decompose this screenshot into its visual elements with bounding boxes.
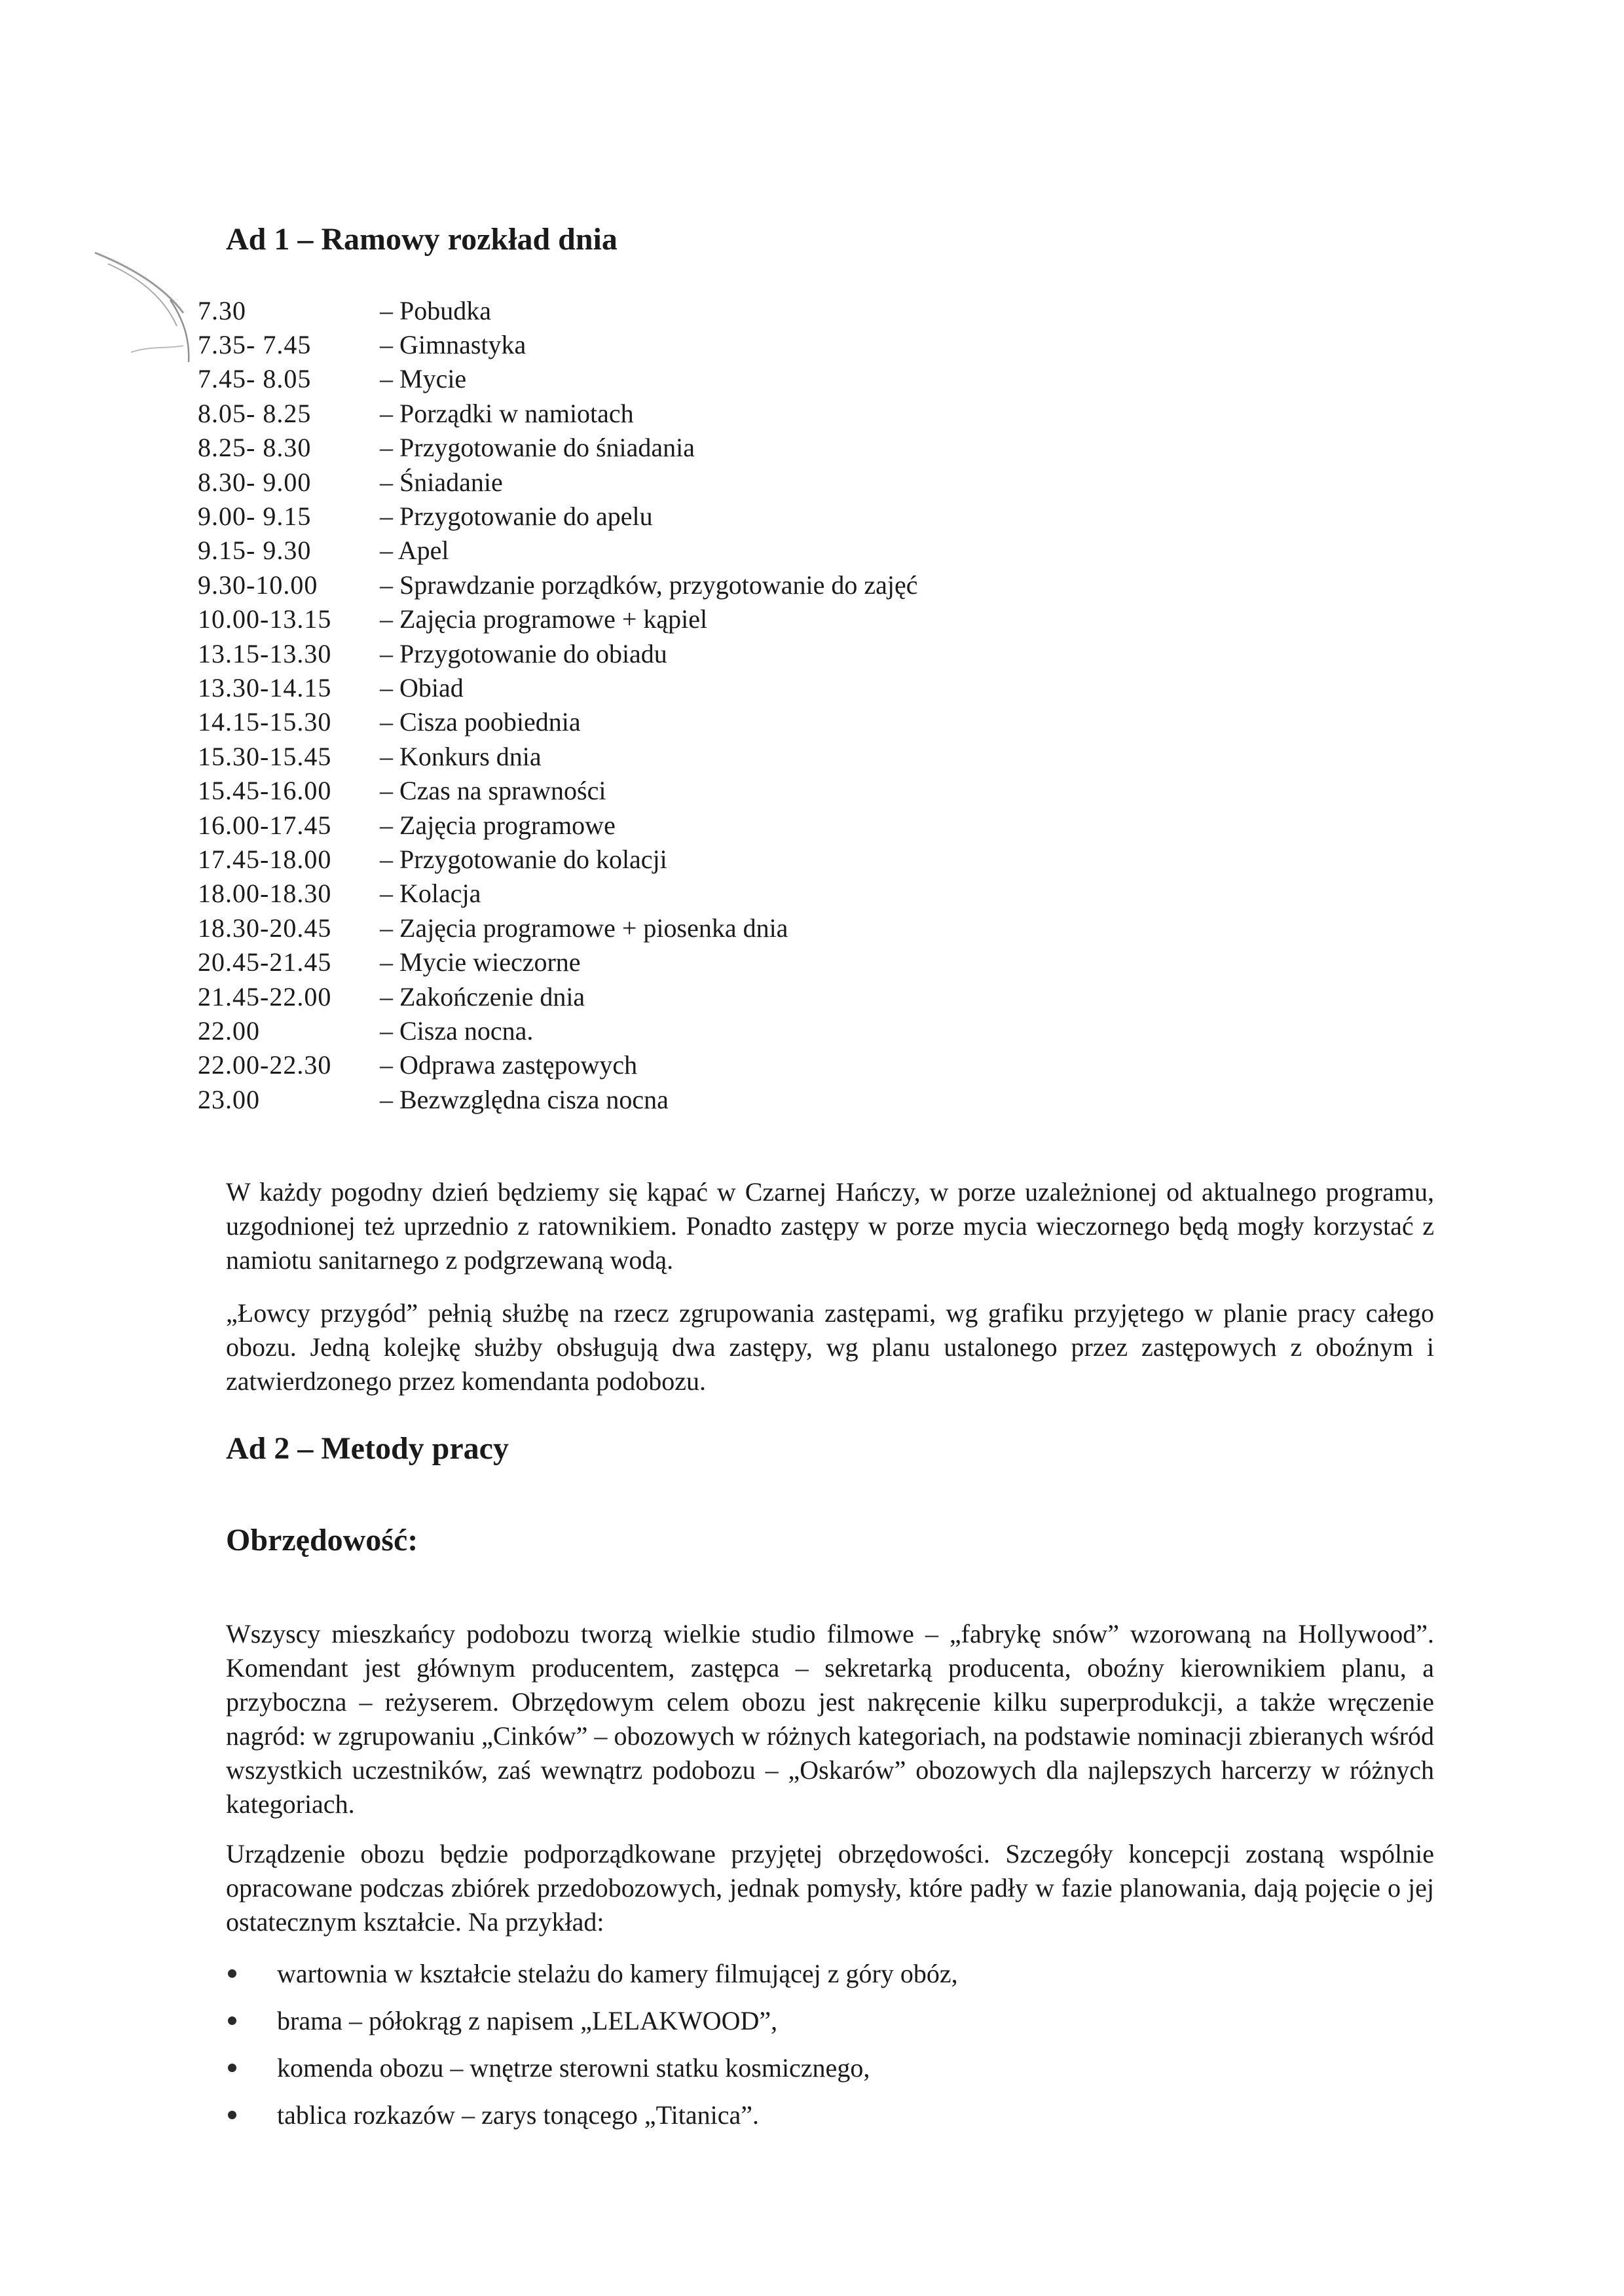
schedule-activity: – Obiad (380, 672, 464, 702)
schedule-activity: – Przygotowanie do kolacji (380, 844, 667, 874)
schedule-time: 7.30 (198, 295, 246, 325)
schedule-row (198, 636, 1115, 670)
bullet-icon (228, 2111, 236, 2119)
list-item (226, 2044, 1405, 2091)
schedule-row (198, 327, 1115, 361)
schedule-row (198, 362, 1115, 396)
schedule-row (198, 293, 1115, 327)
list-item-text: komenda obozu – wnętrze sterowni statku kosmicznego, (277, 2052, 870, 2083)
schedule-row (198, 1048, 1115, 1082)
schedule-activity: – Sprawdzanie porządków, przygotowanie do zajęć (380, 570, 918, 600)
schedule-row (198, 842, 1115, 876)
schedule-activity: – Zakończenie dnia (380, 981, 585, 1011)
ceremony-heading: Obrzędowość: (226, 1523, 418, 1558)
schedule-time: 13.30-14.15 (198, 672, 332, 702)
schedule-row (198, 705, 1115, 739)
schedule-activity: – Przygotowanie do apelu (380, 501, 653, 532)
list-item (226, 1950, 1405, 1997)
methods-heading: Ad 2 – Metody pracy (226, 1431, 509, 1466)
schedule-activity: – Przygotowanie do obiadu (380, 638, 667, 668)
schedule-activity: – Zajęcia programowe + piosenka dnia (380, 913, 788, 943)
service-paragraph: „Łowcy przygód” pełnią służbę na rzecz zgrupowania zastępami, wg grafiku przyjętego w planie pracy całego obozu. Jedną kolejkę służby obsługują dwa zastępy, wg planu ustalonego przez zastępowych z oboźnym i zatwierdzonego przez komendanta podobozu. (226, 1298, 1434, 1396)
daily-schedule (198, 293, 1115, 1116)
list-item-text: brama – półokrąg z napisem „LELAKWOOD”, (277, 2005, 778, 2035)
schedule-time: 8.30- 9.00 (198, 467, 312, 497)
schedule-time: 10.00-13.15 (198, 604, 332, 634)
schedule-row (198, 773, 1115, 807)
schedule-row (198, 945, 1115, 979)
schedule-activity: – Mycie (380, 364, 467, 394)
schedule-heading: Ad 1 – Ramowy rozkład dnia (226, 222, 618, 257)
schedule-activity: – Cisza nocna. (380, 1015, 534, 1046)
schedule-row (198, 396, 1115, 430)
schedule-time: 9.00- 9.15 (198, 501, 312, 532)
schedule-activity: – Porządki w namiotach (380, 398, 634, 428)
schedule-time: 17.45-18.00 (198, 844, 332, 874)
schedule-time: 7.35- 7.45 (198, 330, 312, 360)
schedule-activity: – Apel (380, 536, 449, 566)
camp-ideas-list (226, 1950, 1405, 2138)
schedule-time: 18.00-18.30 (198, 879, 332, 909)
schedule-activity: – Pobudka (380, 295, 491, 325)
schedule-activity: – Mycie wieczorne (380, 947, 581, 977)
schedule-row (198, 808, 1115, 842)
schedule-time: 20.45-21.45 (198, 947, 332, 977)
schedule-row (198, 568, 1115, 602)
schedule-row (198, 1082, 1115, 1116)
schedule-row (198, 877, 1115, 911)
schedule-time: 8.25- 8.30 (198, 433, 312, 463)
schedule-activity: – Cisza poobiednia (380, 707, 581, 737)
schedule-activity: – Zajęcia programowe + kąpiel (380, 604, 708, 634)
schedule-activity: – Przygotowanie do śniadania (380, 433, 695, 463)
schedule-row (198, 1013, 1115, 1048)
schedule-time: 9.30-10.00 (198, 570, 318, 600)
schedule-time: 7.45- 8.05 (198, 364, 312, 394)
schedule-activity: – Bezwzględna cisza nocna (380, 1084, 669, 1114)
schedule-time: 15.30-15.45 (198, 741, 332, 771)
schedule-time: 13.15-13.30 (198, 638, 332, 668)
schedule-time: 21.45-22.00 (198, 981, 332, 1011)
schedule-time: 8.05- 8.25 (198, 398, 312, 428)
schedule-time: 22.00-22.30 (198, 1050, 332, 1080)
schedule-row (198, 431, 1115, 465)
schedule-time: 14.15-15.30 (198, 707, 332, 737)
pencil-mark (92, 241, 203, 372)
schedule-activity: – Zajęcia programowe (380, 810, 616, 840)
schedule-row (198, 465, 1115, 499)
schedule-activity: – Gimnastyka (380, 330, 526, 360)
schedule-activity: – Konkurs dnia (380, 741, 542, 771)
camp-setup-paragraph: Urządzenie obozu będzie podporządkowane przyjętej obrzędowości. Szczegóły koncepcji zostaną wspólnie opracowane podczas zbiórek przedobozowych, jednak pomysły, które padły w fazie planowania, dają pojęcie o jej ostatecznym kształcie. Na przykład: (226, 1839, 1434, 1937)
studio-paragraph: Wszyscy mieszkańcy podobozu tworzą wielkie studio filmowe – „fabrykę snów” wzorowaną na Hollywood”. Komendant jest głównym producentem, zastępca – sekretarką producenta, oboźny kierownikiem planu, a przyboczna – reżyserem. Obrzędowym celem obozu jest nakręcenie kilku superprodukcji, a także wręczenie nagród: w zgrupowaniu „Cinków” – obozowych w różnych kategoriach, na podstawie nominacji zbieranych wśród wszystkich uczestników, zaś wewnątrz podobozu – „Oskarów” obozowych dla najlepszych harcerzy w różnych kategoriach. (226, 1619, 1434, 1819)
schedule-row (198, 911, 1115, 945)
schedule-activity: – Czas na sprawności (380, 776, 606, 806)
schedule-row (198, 602, 1115, 636)
schedule-time: 22.00 (198, 1015, 260, 1046)
schedule-activity: – Odprawa zastępowych (380, 1050, 638, 1080)
schedule-time: 23.00 (198, 1084, 260, 1114)
schedule-activity: – Kolacja (380, 879, 481, 909)
schedule-row (198, 534, 1115, 568)
schedule-time: 15.45-16.00 (198, 776, 332, 806)
list-item (226, 2091, 1405, 2138)
schedule-activity: – Śniadanie (380, 467, 503, 497)
schedule-row (198, 670, 1115, 704)
bullet-icon (228, 2064, 236, 2072)
list-item (226, 1997, 1405, 2044)
schedule-time: 9.15- 9.30 (198, 536, 312, 566)
schedule-time: 18.30-20.45 (198, 913, 332, 943)
bathing-paragraph: W każdy pogodny dzień będziemy się kąpać w Czarnej Hańczy, w porze uzależnionej od aktualnego programu, uzgodnionej też uprzednio z ratownikiem. Ponadto zastępy w porze mycia wieczornego będą mogły korzystać z namiotu sanitarnego z podgrzewaną wodą. (226, 1177, 1434, 1275)
schedule-row (198, 979, 1115, 1013)
schedule-time: 16.00-17.45 (198, 810, 332, 840)
bullet-icon (228, 1969, 236, 1978)
schedule-row (198, 739, 1115, 773)
schedule-row (198, 499, 1115, 533)
list-item-text: wartownia w kształcie stelażu do kamery filmującej z góry obóz, (277, 1958, 958, 1988)
list-item-text: tablica rozkazów – zarys tonącego „Titanica”. (277, 2100, 759, 2130)
bullet-icon (228, 2016, 236, 2025)
